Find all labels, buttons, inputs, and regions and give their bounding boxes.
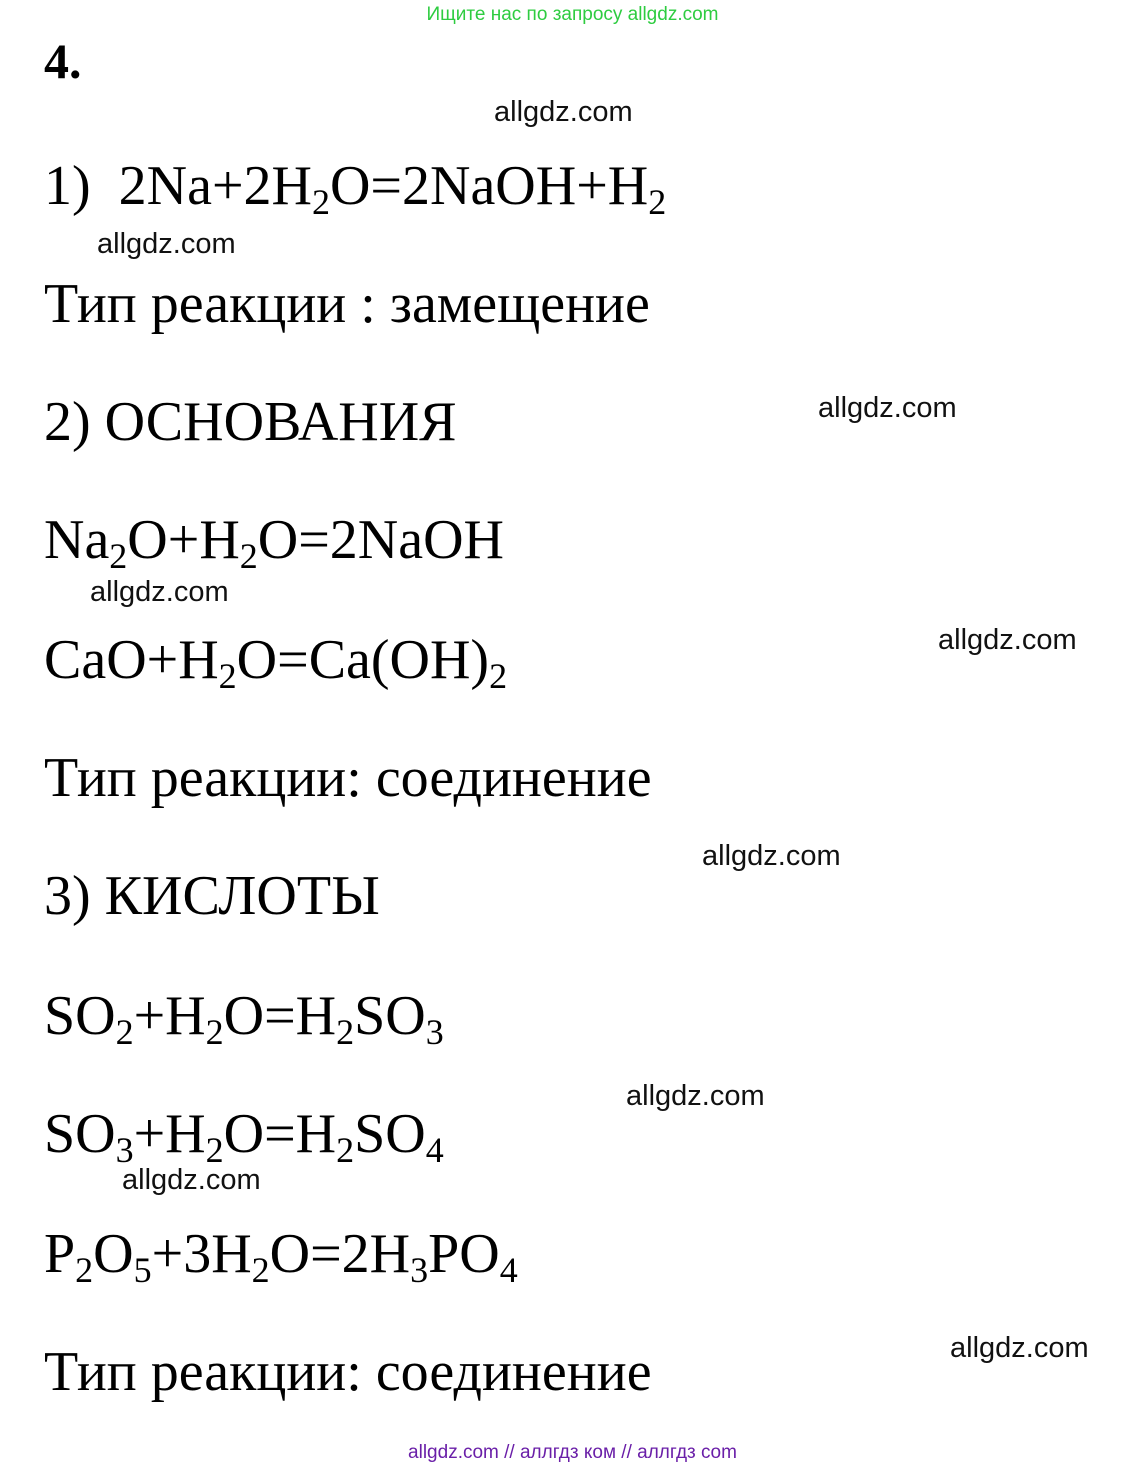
equation-1: 1) $2Na+2H_2O=2NaOH+H_2$ <box>44 155 667 223</box>
task-number: 4. <box>44 33 82 89</box>
watermark: allgdz.com <box>90 576 229 608</box>
watermark: allgdz.com <box>122 1164 261 1196</box>
equation-label: 1) <box>44 155 91 217</box>
watermark: allgdz.com <box>938 624 1077 656</box>
reaction-type-3: Тип реакции: соединение <box>44 1341 652 1403</box>
top-banner: Ищите нас по запросу allgdz.com <box>426 4 719 25</box>
watermark: allgdz.com <box>494 96 633 128</box>
equation-na2o: $Na_2O+H_2O=2NaOH$ <box>44 509 504 577</box>
equation-so2: $SO_2+H_2O=H_2SO_3$ <box>44 985 444 1053</box>
section-heading-bases: 2) ОСНОВАНИЯ <box>44 391 457 453</box>
equation-p2o5: $P_2O_5+3H_2O=2H_3PO_4$ <box>44 1223 518 1291</box>
watermark: allgdz.com <box>97 228 236 260</box>
equation-cao: $CaO+H_2O=Ca(OH)_2$ <box>44 629 508 697</box>
watermark: allgdz.com <box>702 840 841 872</box>
watermark: allgdz.com <box>626 1080 765 1112</box>
equation-so3: $SO_3+H_2O=H_2SO_4$ <box>44 1103 444 1171</box>
watermark: allgdz.com <box>950 1332 1089 1364</box>
section-heading-acids: 3) КИСЛОТЫ <box>44 865 380 927</box>
reaction-type-1: Тип реакции : замещение <box>44 273 650 335</box>
footer-links: allgdz.com // аллгдз ком // аллгдз com <box>408 1442 737 1463</box>
watermark: allgdz.com <box>818 392 957 424</box>
reaction-type-2: Тип реакции: соединение <box>44 747 652 809</box>
